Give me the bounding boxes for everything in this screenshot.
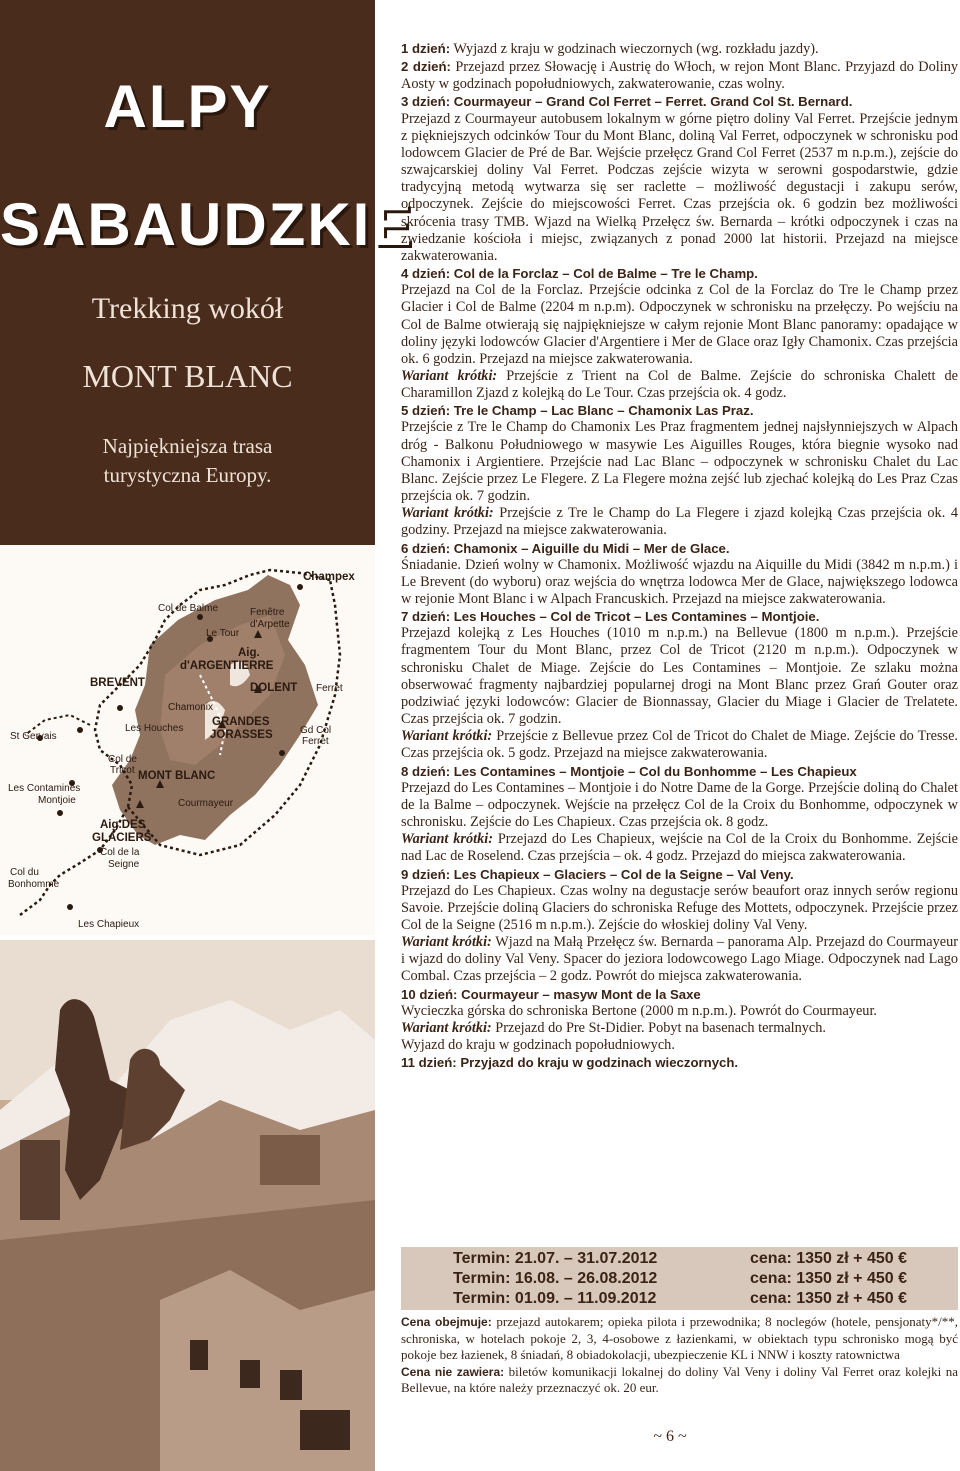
variant-label: Wariant krótki: bbox=[401, 505, 494, 522]
tagline-line-2: turystyczna Europy. bbox=[103, 463, 272, 487]
map-label: Col de Balme bbox=[158, 603, 219, 614]
map-label: GLACIERS bbox=[92, 832, 152, 844]
page-number: ~ 6 ~ bbox=[653, 1428, 687, 1445]
variant-text: Przejście z Tre le Champ do La Flegere i zjazd kolejką Czas przejścia ok. 4 godziny. Przejazd na miejsce zakwaterowania. bbox=[401, 505, 958, 539]
map-label: Bonhomme bbox=[8, 879, 60, 890]
tagline bbox=[0, 432, 375, 490]
day-4-heading: 4 dzień: Col de la Forclaz – Col de Balme – Tre le Champ. bbox=[401, 266, 758, 282]
term-price: cena: 1350 zł + 450 € bbox=[750, 1290, 907, 1307]
day-6-heading: 6 dzień: Chamonix – Aiguille du Midi – Mer de Glace. bbox=[401, 540, 730, 556]
map-label: Seigne bbox=[108, 859, 140, 870]
term-date: Termin: 16.08. – 26.08.2012 bbox=[453, 1270, 658, 1287]
map-label: Aig.DES bbox=[100, 819, 146, 831]
day-8-variant bbox=[401, 831, 958, 865]
map-label: Fenêtre bbox=[250, 607, 285, 618]
map-label: Le Tour bbox=[206, 628, 240, 639]
excludes-label: Cena nie zawiera: bbox=[401, 1364, 505, 1379]
mountain-photo bbox=[0, 940, 375, 1471]
variant-label: Wariant krótki: bbox=[401, 728, 493, 745]
includes-text: przejazd autokarem; opieka pilota i przewodnika; 8 noclegów (hotele, pensjonaty*/**, schroniska, w hotelach pokoje 2, 3, 4-osobowe z łazienkami, w obiektach typu schronisko mogą być pokoje bez łazienek, 8 śniadań, 8 obiadokolacji, ubezpieczenie KL i NNW i koszty ratownictwa bbox=[401, 1314, 958, 1362]
day-10-text: Wycieczka górska do schroniska Bertone (2000 m n.p.m.). Powrót do Courmayeur. bbox=[401, 1002, 877, 1019]
map-label: Champex bbox=[303, 571, 355, 583]
day-10-text-2: Wyjazd do kraju w godzinach popołudniowych. bbox=[401, 1037, 675, 1054]
variant-label: Wariant krótki: bbox=[401, 831, 493, 848]
title-line-1: ALPY bbox=[103, 73, 272, 140]
day-8-heading: 8 dzień: Les Contamines – Montjoie – Col du Bonhomme – Les Chapieux bbox=[401, 763, 857, 779]
variant-text: Przejazd do Pre St-Didier. Pobyt na basenach termalnych. bbox=[491, 1019, 826, 1036]
day-1 bbox=[401, 40, 958, 58]
subtitle: Trekking wokół bbox=[91, 292, 284, 325]
map-label: Chamonix bbox=[168, 702, 214, 713]
variant-text: Wjazd na Małą Przełęcz św. Bernarda – panorama Alp. Przejazd do Courmayeur i wjazd do doliny Val Veny. Spacer do jeziora lodowcowego Lago Miage. Odpoczynek nad Lago Combal. Czas przejścia – 2 godz. Powrót do miejsca zakwaterowania. bbox=[401, 934, 958, 985]
day-10-heading: 10 dzień: Courmayeur – masyw Mont de la Saxe bbox=[401, 986, 701, 1002]
map-label: d'Arpette bbox=[250, 619, 290, 630]
map-label: Col de bbox=[108, 754, 137, 765]
day-label: 1 dzień: bbox=[401, 41, 451, 56]
day-8-text: Przejazd do Les Contamines – Montjoie i do Notre Dame de la Gorge. Przejście doliną do Chalet de la Balme – odpoczynek. Wejście na przełęcz Col de la Croix du Bonhomme, odpoczynek w schronisku. Zejście do Les Chapieux. Czas przejścia ok. 8 godz. bbox=[401, 779, 958, 831]
day-text: Przejazd przez Słowację i Austrię do Włoch, w rejon Mont Blanc. Przyjazd do Doliny Aosty w godzinach popołudniowych, zakwaterowanie, czas wolny. bbox=[401, 59, 958, 93]
variant-text: Przejście z Bellevue przez Col de Tricot do Chalet de Miage. Zejście do Tresse. Czas przejścia ok. 5 godz. Przejazd na miejsce zakwaterowania. bbox=[401, 728, 958, 762]
day-3-heading: 3 dzień: Courmayeur – Grand Col Ferret – Ferret. Grand Col St. Bernard. bbox=[401, 94, 853, 110]
pricing-details bbox=[401, 1314, 958, 1397]
day-4-variant bbox=[401, 368, 958, 402]
day-7-variant bbox=[401, 728, 958, 762]
day-3-text: Przejazd z Courmayeur autobusem lokalnym w górne piętro doliny Val Ferret. Przejście jednym z piękniejszych odcinków Tour du Mont Blanc, doliną Val Ferret, odpoczynek w schronisku pod lodowcem Glacier de Pré de Bar. Wejście przełęcz Grand Col Ferret (2537 m n.p.m.), zejście do szwajcarskiej doliny Val Ferret. Podczas zejście wizyta w serowni gospodarstwie, gdzie tradycyjną metodą wytwarza się ser raclette – możliwość degustacji i zakupu serów, odpoczynek. Zejście do miejscowości Ferret. Czas przejścia ok. 6 godzin bez możliwości skrócenia trasy TMB. Wjazd na Wielką Przełęcz św. Bernarda – krótki odpoczynek i czas na zwiedzanie kościoła i miejsc, związanych z ponad 2000 lat historii. Przejazd na miejsce zakwaterowania. bbox=[401, 110, 958, 264]
mountain-name: MONT BLANC bbox=[82, 358, 293, 394]
day-5-variant bbox=[401, 505, 958, 539]
price-includes bbox=[401, 1314, 958, 1364]
variant-label: Wariant krótki: bbox=[401, 934, 492, 951]
map-label: Aig. bbox=[238, 647, 260, 659]
includes-label: Cena obejmuje: bbox=[401, 1315, 492, 1329]
dates-and-prices bbox=[401, 1247, 958, 1310]
map-label: Montjoie bbox=[38, 795, 76, 806]
map-label: Col du bbox=[10, 867, 39, 878]
term-price: cena: 1350 zł + 450 € bbox=[750, 1270, 907, 1287]
title-panel bbox=[0, 0, 414, 545]
term-row bbox=[453, 1270, 953, 1290]
day-5-text: Przejście z Tre le Champ do Chamonix Les Praz fragmentem jednej najsłynniejszych w Alpach dróg - Balkonu Południowego w masywie Les Aiguilles Rouges, która biegnie wysoko nad Chamonix i Argientiere. Przejście nad Lac Blanc – odpoczynek w schronisku Chalet du Lac Blanc. Zejście przez Le Flegere. Z La Flegere można zejść lub zjechać kolejką do Les Praz Czas przejścia ok. 7 godzin. bbox=[401, 419, 958, 505]
route-map bbox=[0, 545, 375, 935]
day-4-text: Przejazd na Col de la Forclaz. Przejście odcinka z Col de la Forclaz do Tre le Champ przez Glacier i Col de Balme (2204 m n.p.m). Odpoczynek w schronisku na przełęczy. Po wejściu na Col de Balme otwierają się najpiękniejsze w całym rejonie Mont Blanc panoramy: opadające w doliny języki lodowców Glacier d'Argentiere i Mer de Glace oraz Igły Chamonix. Czas przejścia ok. 6 godzin. Przejazd na miejsce zakwaterowania. bbox=[401, 282, 958, 367]
map-label: GRANDES bbox=[212, 716, 270, 728]
title-line-2: SABAUDZKIE bbox=[0, 191, 414, 258]
map-label: d'ARGENTIERRE bbox=[180, 660, 274, 672]
map-label: Les Houches bbox=[125, 723, 184, 734]
map-label: St Gervais bbox=[10, 731, 57, 742]
tagline-line-1: Najpiękniejsza trasa bbox=[102, 434, 273, 458]
variant-label: Wariant krótki: bbox=[401, 367, 498, 384]
day-7-heading: 7 dzień: Les Houches – Col de Tricot – Les Contamines – Montjoie. bbox=[401, 609, 820, 625]
term-row bbox=[453, 1250, 953, 1270]
map-label: Courmayeur bbox=[178, 798, 234, 809]
map-label: JORASSES bbox=[210, 729, 273, 741]
day-text: Wyjazd z kraju w godzinach wieczornych (wg. rozkładu jazdy). bbox=[450, 41, 819, 57]
day-label: 2 dzień: bbox=[401, 59, 451, 75]
day-5-heading: 5 dzień: Tre le Champ – Lac Blanc – Chamonix Las Praz. bbox=[401, 403, 754, 419]
map-label: Tricot bbox=[110, 765, 135, 776]
map-label: DOLENT bbox=[250, 682, 298, 694]
term-price: cena: 1350 zł + 450 € bbox=[750, 1250, 907, 1267]
map-label: Les Contamines bbox=[8, 783, 81, 794]
map-label: Gd Col bbox=[300, 725, 332, 736]
map-label: Les Chapieux bbox=[78, 919, 140, 930]
map-label: Ferret bbox=[302, 736, 329, 747]
variant-text: Przejazd do Les Chapieux, wejście na Col de la Croix du Bonhomme. Zejście nad Lac de Roselend. Czas przejścia – ok. 4 godz. Przejazd do miejsca zakwaterowania. bbox=[401, 831, 958, 865]
day-9-text: Przejazd do Les Chapieux. Czas wolny na degustacje serów beaufort oraz innych serów regionu Savoie. Przejście doliną Glaciers do schroniska Refuge des Mottets, odpoczynek. Przejście przez Col de la Seigne (2516 m n.p.m.). Zejście do włoskiej doliny Val Veny. bbox=[401, 882, 958, 933]
map-label: BREVENT bbox=[90, 677, 145, 689]
day-10-variant bbox=[401, 1020, 958, 1037]
term-date: Termin: 21.07. – 31.07.2012 bbox=[453, 1250, 658, 1267]
map-label: Col de la bbox=[100, 847, 140, 858]
variant-text: Przejście z Trient na Col de Balme. Zejście do schroniska Chalett de Charamillon Zjazd z kolejką do Le Tour. Czas przejścia ok. 4 godz. bbox=[401, 367, 958, 402]
term-date: Termin: 01.09. – 11.09.2012 bbox=[453, 1290, 657, 1307]
day-2 bbox=[401, 58, 958, 93]
day-9-variant bbox=[401, 934, 958, 985]
day-6-text: Śniadanie. Dzień wolny w Chamonix. Możliwość wjazdu na Aiquille du Midi (3842 m n.p.m.) i Le Brevent (do wyboru) oraz wejścia do wnętrza lodowca Mer de Glace, największego lodowca w rejonie Mont Blanc i w Alpach Francuskich. Przejazd na miejsce zakwaterowania. bbox=[401, 556, 958, 607]
map-label: MONT BLANC bbox=[138, 770, 216, 782]
price-excludes bbox=[401, 1364, 958, 1397]
day-11-heading: 11 dzień: Przyjazd do kraju w godzinach wieczornych. bbox=[401, 1055, 739, 1071]
variant-label: Wariant krótki: bbox=[401, 1019, 492, 1036]
map-label: Ferret bbox=[316, 683, 343, 694]
excludes-text: biletów komunikacji lokalnej do doliny Val Veny i doliny Val Ferret oraz kolejki na Bellevue, na które należy przeznaczyć ok. 20 eur. bbox=[401, 1363, 958, 1395]
day-7-text: Przejazd kolejką z Les Houches (1010 m n.p.m.) na Bellevue (1800 m n.p.m.). Przejście fragmentem Tour du Mont Blanc, przez Col de Tricot (2120 m n.p.m.). Odpoczynek w schronisku Chalet de Miage. Zejście do Les Contamines – Montjoie. Ze szlaku można obserwować fragmenty najbardziej popularnej drogi na Mont Blanc przez Grań Gouter oraz podziwiać języki lodowców: Glacier de Bionnassay, Glacier du Miage i Glacier de Trelatete. Czas przejścia ok. 7 godzin. bbox=[401, 625, 958, 728]
itinerary bbox=[401, 40, 958, 1071]
term-row bbox=[453, 1290, 953, 1310]
day-9-heading: 9 dzień: Les Chapieux – Glaciers – Col de la Seigne – Val Veny. bbox=[401, 866, 794, 882]
